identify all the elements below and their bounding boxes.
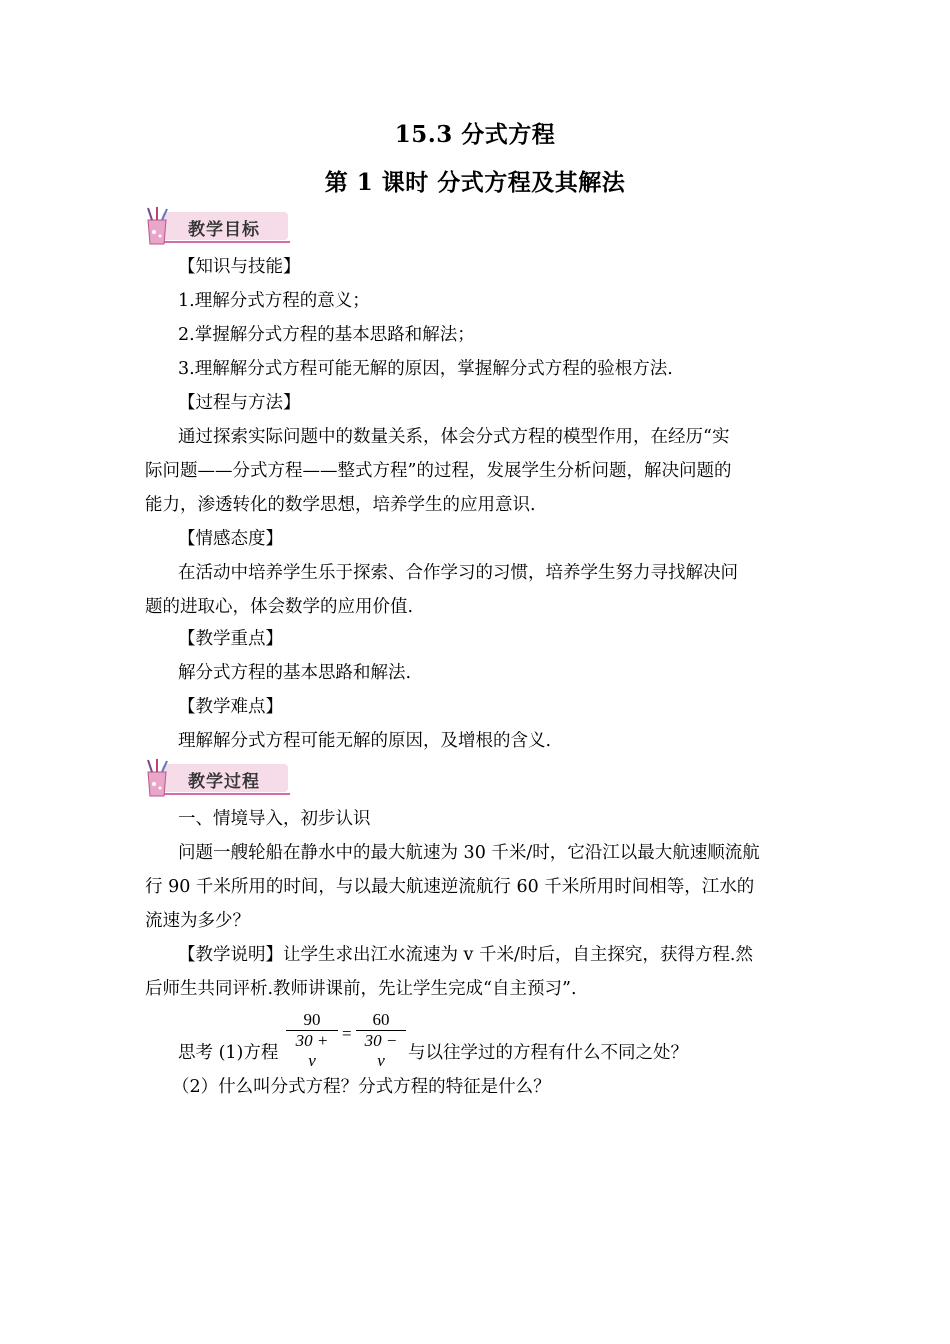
badge-label: 教学目标 xyxy=(188,220,260,240)
fraction-equation xyxy=(286,1010,406,1070)
text-line: （2）什么叫分式方程？分式方程的特征是什么？ xyxy=(172,1077,551,1097)
badge-label: 教学过程 xyxy=(188,772,260,792)
text-line: 际问题——分式方程——整式方程”的过程，发展学生分析问题，解决问题的 xyxy=(145,461,732,481)
text-line: 能力，渗透转化的数学思想，培养学生的应用意识. xyxy=(145,495,536,515)
section-badge-goals xyxy=(142,206,294,248)
text-line: 在活动中培养学生乐于探索、合作学习的习惯，培养学生努力寻找解决问 xyxy=(178,563,738,583)
lesson-title: 第 1 课时 分式方程及其解法 xyxy=(324,169,626,196)
section-badge-process xyxy=(142,758,294,800)
text-line: 理解解分式方程可能无解的原因，及增根的含义. xyxy=(178,731,552,751)
left-fraction xyxy=(286,1010,338,1071)
equals-sign: = xyxy=(342,1024,352,1043)
heading-intro: 一、情境导入，初步认识 xyxy=(178,809,371,829)
text-line: 2.掌握解分式方程的基本思路和解法； xyxy=(178,325,475,345)
right-fraction xyxy=(356,1010,406,1071)
think-suffix: 与以往学过的方程有什么不同之处？ xyxy=(408,1043,688,1063)
text-line: 题的进取心，体会数学的应用价值. xyxy=(145,597,414,617)
right-denominator: 30 − v xyxy=(364,1031,398,1070)
text-line: 行 90 千米所用的时间，与以最大航速逆流航行 60 千米所用时间相等，江水的 xyxy=(145,877,755,897)
text-line: 问题一艘轮船在静水中的最大航速为 30 千米/时，它沿江以最大航速顺流航 xyxy=(178,843,760,863)
right-numerator: 60 xyxy=(372,1010,390,1029)
heading-difficulties: 【教学难点】 xyxy=(178,697,283,717)
heading-process-method: 【过程与方法】 xyxy=(178,393,301,413)
think-prefix: 思考 (1)方程 xyxy=(178,1043,279,1063)
text-line: 解分式方程的基本思路和解法. xyxy=(178,663,412,683)
heading-knowledge: 【知识与技能】 xyxy=(178,257,301,277)
text-line: 1.理解分式方程的意义； xyxy=(178,291,370,311)
left-denominator: 30 + v xyxy=(295,1031,329,1070)
heading-key-points: 【教学重点】 xyxy=(178,629,283,649)
text-line: 【教学说明】让学生求出江水流速为 v 千米/时后，自主探究，获得方程.然 xyxy=(178,945,753,965)
left-numerator: 90 xyxy=(303,1010,321,1029)
heading-attitude: 【情感态度】 xyxy=(178,529,283,549)
text-line: 后师生共同评析.教师讲课前，先让学生完成“自主预习”. xyxy=(145,979,577,999)
section-title: 15.3 分式方程 xyxy=(394,121,556,148)
text-line: 流速为多少？ xyxy=(145,911,250,931)
text-line: 3.理解解分式方程可能无解的原因，掌握解分式方程的验根方法. xyxy=(178,359,673,379)
text-line: 通过探索实际问题中的数量关系，体会分式方程的模型作用，在经历“实 xyxy=(178,427,730,447)
